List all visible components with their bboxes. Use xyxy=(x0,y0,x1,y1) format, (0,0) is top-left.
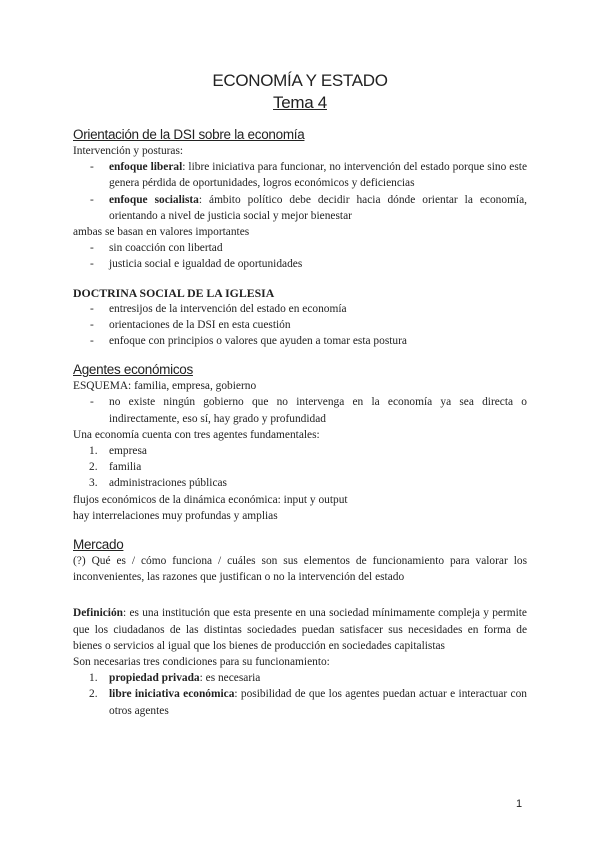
list-item xyxy=(73,670,527,686)
item-text: administraciones públicas xyxy=(109,477,227,490)
list-condiciones xyxy=(73,670,527,719)
item-text: : libre iniciativa para funcionar, no intervención del estado porque sino este genera pérdida de oportunidades, logros económicos y deficiencias xyxy=(109,161,527,190)
section-heading-dsi-economia: Orientación de la DSI sobre la economía xyxy=(73,127,305,142)
page-number: 1 xyxy=(516,798,523,810)
item-number: 2. xyxy=(89,688,98,701)
list-esquema xyxy=(73,394,527,426)
list-item xyxy=(73,686,527,718)
paragraph-pregunta: (?) Qué es / cómo funciona / cuáles son sus elementos de funcionamiento para valorar los inconvenientes, las razones que justifican o no la intervención del estado xyxy=(73,555,527,584)
term-bold: enfoque liberal xyxy=(109,161,183,174)
definition-text: : es una institución que esta presente en una sociedad mínimamente compleja y permite que los ciudadanos de las distintas sociedades puedan satisfacer sus necesidades en forma de bienes o servicios al igual que los bienes de producción en sociedades capitalistas xyxy=(73,607,527,652)
item-text: : es necesaria xyxy=(199,672,261,685)
section-heading-doctrina-social: DOCTRINA SOCIAL DE LA IGLESIA xyxy=(73,285,275,300)
item-number: 3. xyxy=(89,477,98,490)
paragraph-interrelaciones: hay interrelaciones muy profundas y amplias xyxy=(73,509,278,522)
list-item: - justicia social e igualdad de oportunidades xyxy=(73,256,527,272)
paragraph-esquema: ESQUEMA: familia, empresa, gobierno xyxy=(73,380,257,393)
item-text: empresa xyxy=(109,445,147,458)
list-item xyxy=(73,159,527,191)
paragraph-intervencion: Intervención y posturas: xyxy=(73,145,184,157)
list-item: - enfoque con principios o valores que ayuden a tomar esta postura xyxy=(73,333,527,349)
list-agentes xyxy=(73,443,527,492)
item-text: : posibilidad de que los agentes puedan actuar e interactuar con otros agentes xyxy=(109,688,527,717)
paragraph-agentes-intro: Una economía cuenta con tres agentes fundamentales: xyxy=(73,428,320,441)
paragraph-condiciones: Son necesarias tres condiciones para su funcionamiento: xyxy=(73,656,330,669)
document-subtitle: Tema 4 xyxy=(273,93,327,112)
list-item xyxy=(73,192,527,224)
list-doctrina xyxy=(73,301,527,350)
page-content xyxy=(73,70,527,719)
list-item xyxy=(73,475,527,491)
list-item: - no existe ningún gobierno que no intervenga en la economía ya sea directa o indirectamente, eso sí, hay grado y profundidad xyxy=(73,394,527,426)
term-bold: libre iniciativa económica xyxy=(109,688,235,701)
item-text: : ámbito político debe decidir hacia dónde orientar la economía, orientando a nivel de justicia social y mejor bienestar xyxy=(109,193,527,222)
list-item: - entresijos de la intervención del estado en economía xyxy=(73,301,527,317)
item-number: 1. xyxy=(89,672,98,685)
item-text: familia xyxy=(109,461,142,474)
section-heading-mercado: Mercado xyxy=(73,537,124,553)
list-posturas xyxy=(73,159,527,224)
term-bold: Definición xyxy=(73,607,123,620)
document-title: ECONOMÍA Y ESTADO xyxy=(212,71,388,90)
paragraph-definicion xyxy=(73,605,527,654)
list-item: - orientaciones de la DSI en esta cuestión xyxy=(73,317,527,333)
term-bold: enfoque socialista xyxy=(109,193,199,206)
list-item xyxy=(73,443,527,459)
term-bold: propiedad privada xyxy=(109,672,200,685)
section-heading-agentes: Agentes económicos xyxy=(73,362,193,378)
item-number: 2. xyxy=(89,461,98,474)
list-valores xyxy=(73,240,527,272)
list-item: - sin coacción con libertad xyxy=(73,240,527,256)
list-item xyxy=(73,459,527,475)
paragraph-valores: ambas se basan en valores importantes xyxy=(73,226,250,239)
item-number: 1. xyxy=(89,445,98,458)
paragraph-flujos: flujos económicos de la dinámica económica: input y output xyxy=(73,493,348,506)
